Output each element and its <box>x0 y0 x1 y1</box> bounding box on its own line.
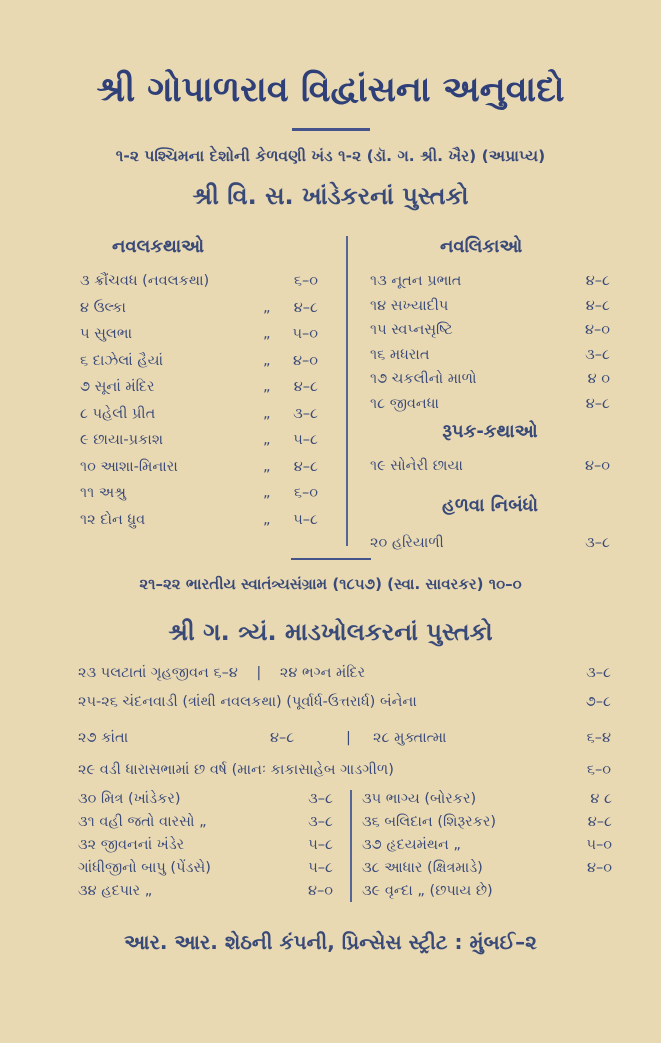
list-item: ૧૪ સખ્યાદીપ ૪–૮ <box>370 297 610 314</box>
list-item: ૧૦ આશા-મિનારા „ ૪–૮ <box>80 458 318 475</box>
list-item: ૧૨ દોન ધ્રુવ „ ૫–૮ <box>80 511 318 528</box>
list-item: ૩૬ બલિદાન (શિરૂરકર) ૪–૮ <box>362 814 612 830</box>
list-item: ૩૯ વૃન્દા „ (છપાય છે) <box>362 883 493 899</box>
list-item: ૨૭ કાંતા ૪–૮ | ૨૮ મુક્તાત્મા ૬–૪ <box>78 730 611 746</box>
list-item: ૩૦ મિત્ર (ખાંડેકર) ૩–૮ <box>78 791 333 807</box>
list-item: ૩૭ હૃદયમંથન „ ૫–૦ <box>362 837 612 853</box>
bottom-column-divider <box>350 790 352 902</box>
list-item: ૧૬ મધરાત ૩–૮ <box>370 346 610 363</box>
list-item: ૫ સુલભા „ ૫–૦ <box>80 326 318 342</box>
list-item: ૨૦ હરિયાળી ૩–૮ <box>370 535 610 551</box>
list-item: ૨૫-૨૬ ચંદનવાડી (ત્રાંથી નવલકથા) (પૂર્વાર્ધ-ઉત્તરાર્ધ) બંનેના ૭–૮ <box>78 694 611 710</box>
list-item: ૪ ઉલ્કા „ ૪–૮ <box>80 299 318 316</box>
column-divider <box>346 236 348 546</box>
heading-novels: નવલકથાઓ <box>112 236 205 257</box>
list-item: ૧૮ જીવનધા ૪–૮ <box>370 395 610 412</box>
section-title-khandekar: શ્રી વિ. સ. ખાંડેકરનાં પુસ્તકો <box>192 182 469 210</box>
intro-line: ૧-૨ પશ્ચિમના દેશોની કેળવણી ખંડ ૧-૨ (ડૉ. ગ. શ્રી. ખૈર) (અપ્રાપ્ય) <box>115 147 546 165</box>
list-item: ૬ દાઝેલાં હૈયાં „ ૪–૦ <box>80 352 318 369</box>
list-item: ૩૮ આધાર (ક્ષિત્રમાડે) ૪–૦ <box>362 860 612 876</box>
heading-light-essays: હળવા નિબંધો <box>442 495 538 516</box>
list-item: ૧૩ નૂતન પ્રભાત ૪–૮ <box>370 273 610 289</box>
list-item: ૧૫ સ્વપ્નસૃષ્ટિ ૪–૦ <box>370 322 610 338</box>
list-item: ૨૯ વડી ધારાસભામાં છ વર્ષ (માનઃ કાકાસાહેબ ગાડગીળ) ૬–૦ <box>78 762 611 778</box>
list-item: ૧૭ ચકલીનો માળો ૪ ૦ <box>370 371 610 387</box>
section-divider <box>291 558 371 560</box>
list-item: ગાંધીજીનો બાપુ (પેંડસે) ૫–૮ <box>78 860 333 876</box>
list-item: ૩ ક્રૌંચવધ (નવલકથા) ૬–૦ <box>80 273 318 289</box>
item-21-22: ૨૧–૨૨ ભારતીય સ્વાતંત્ર્યસંગ્રામ (૧૮૫૭) (સ્વા. સાવરકર) ૧૦–૦ <box>139 575 522 593</box>
list-item: ૨૩ પલટાતાં ગૃહજીવન ૬–૪ | ૨૪ ભગ્ન મંદિર ૩–૮ <box>78 665 611 681</box>
page-title: શ્રી ગોપાળરાવ વિદ્વાંસના અનુવાદો <box>96 70 565 110</box>
list-item: ૧૯ સોનેરી છાયા ૪–૦ <box>370 458 610 474</box>
list-item: ૯ છાયા-પ્રકાશ „ ૫–૮ <box>80 432 318 448</box>
publisher-footer: આર. આર. શેઠની કંપની, પ્રિન્સેસ સ્ટ્રીટ : મુંબઈ–૨ <box>124 930 537 954</box>
list-item: ૧૧ અશ્રુ „ ૬–૦ <box>80 485 318 501</box>
list-item: ૩૪ હદપાર „ ૪–૦ <box>78 883 333 899</box>
section-title-madkholkar: શ્રી ગ. ત્ર્યં. માડખોલકરનાં પુસ્તકો <box>168 618 493 646</box>
list-item: ૩૫ ભાગ્ય (બોરકર) ૪ ૮ <box>362 791 612 807</box>
list-item: ૩૧ વહી જતો વારસો „ ૩–૮ <box>78 814 333 830</box>
list-item: ૮ પહેલી પ્રીત „ ૩–૮ <box>80 405 318 422</box>
heading-short-stories: નવલિકાઓ <box>440 236 523 257</box>
heading-rupak-kathao: રૂપક-કથાઓ <box>442 421 538 442</box>
list-item: ૭ સૂનાં મંદિર „ ૪–૮ <box>80 379 318 395</box>
title-divider <box>292 128 370 131</box>
list-item: ૩૨ જીવનનાં ખંડેર ૫–૮ <box>78 837 333 853</box>
